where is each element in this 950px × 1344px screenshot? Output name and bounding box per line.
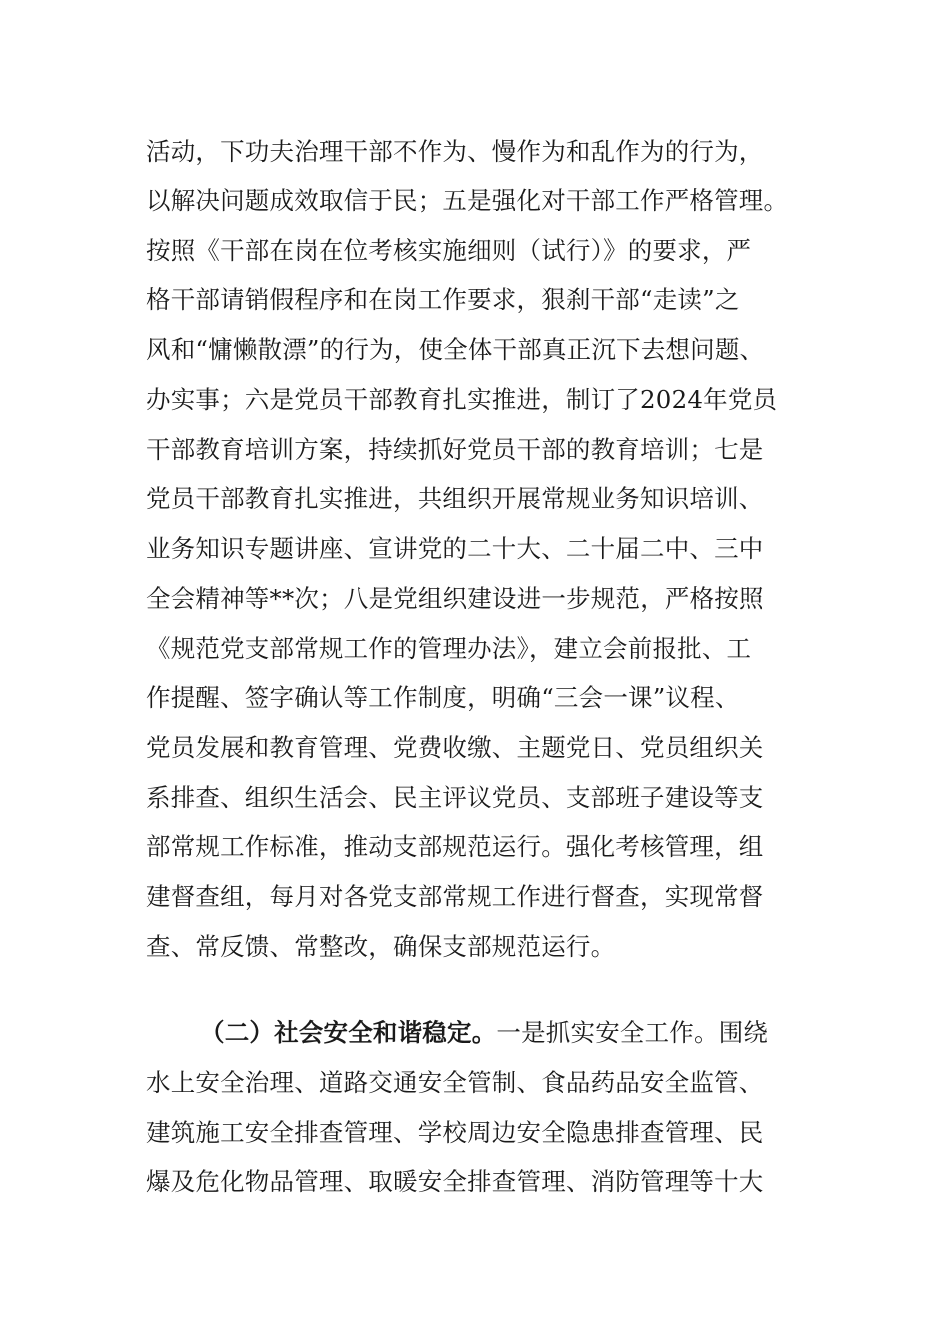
section-heading: （二）社会安全和谐稳定。 (200, 1018, 497, 1047)
paragraph-line: 以解决问题成效取信于民；五是强化对干部工作严格管理。 (146, 186, 789, 215)
paragraph-line: 业务知识专题讲座、宣讲党的二十大、二十届二中、三中 (146, 534, 764, 563)
paragraph-line: 活动，下功夫治理干部不作为、慢作为和乱作为的行为， (146, 137, 764, 166)
paragraph-line: 爆及危化物品管理、取暖安全排查管理、消防管理等十大 (146, 1167, 764, 1196)
paragraph-line: 党员干部教育扎实推进，共组织开展常规业务知识培训、 (146, 484, 764, 513)
paragraph-line: 风和“慵懒散漂”的行为，使全体干部真正沉下去想问题、 (146, 335, 765, 364)
paragraph-line: 水上安全治理、道路交通安全管制、食品药品安全监管、 (146, 1068, 764, 1097)
paragraph-line: 按照《干部在岗在位考核实施细则（试行）》的要求，严 (146, 236, 752, 265)
paragraph-line: 部常规工作标准，推动支部规范运行。强化考核管理，组 (146, 832, 764, 861)
paragraph-line: 党员发展和教育管理、党费收缴、主题党日、党员组织关 (146, 733, 764, 762)
paragraph-line: 《规范党支部常规工作的管理办法》，建立会前报批、工 (146, 634, 752, 663)
paragraph-line: 干部教育培训方案，持续抓好党员干部的教育培训；七是 (146, 435, 764, 464)
paragraph-line: 办实事；六是党员干部教育扎实推进，制订了2024年党员 (146, 385, 778, 414)
paragraph-line: 查、常反馈、常整改，确保支部规范运行。 (146, 932, 616, 961)
paragraph-line: 建督查组，每月对各党支部常规工作进行督查，实现常督 (146, 882, 764, 911)
paragraph-line: 全会精神等**次；八是党组织建设进一步规范，严格按照 (146, 584, 764, 613)
section-intro-text: 一是抓实安全工作。围绕 (496, 1018, 769, 1047)
paragraph-line: 系排查、组织生活会、民主评议党员、支部班子建设等支 (146, 783, 764, 812)
paragraph-line: 建筑施工安全排查管理、学校周边安全隐患排查管理、民 (146, 1118, 764, 1147)
paragraph-line: 作提醒、签字确认等工作制度，明确“三会一课”议程、 (146, 683, 740, 712)
paragraph-line: 格干部请销假程序和在岗工作要求，狠刹干部“走读”之 (146, 285, 740, 314)
section-heading-line (200, 1016, 768, 1050)
